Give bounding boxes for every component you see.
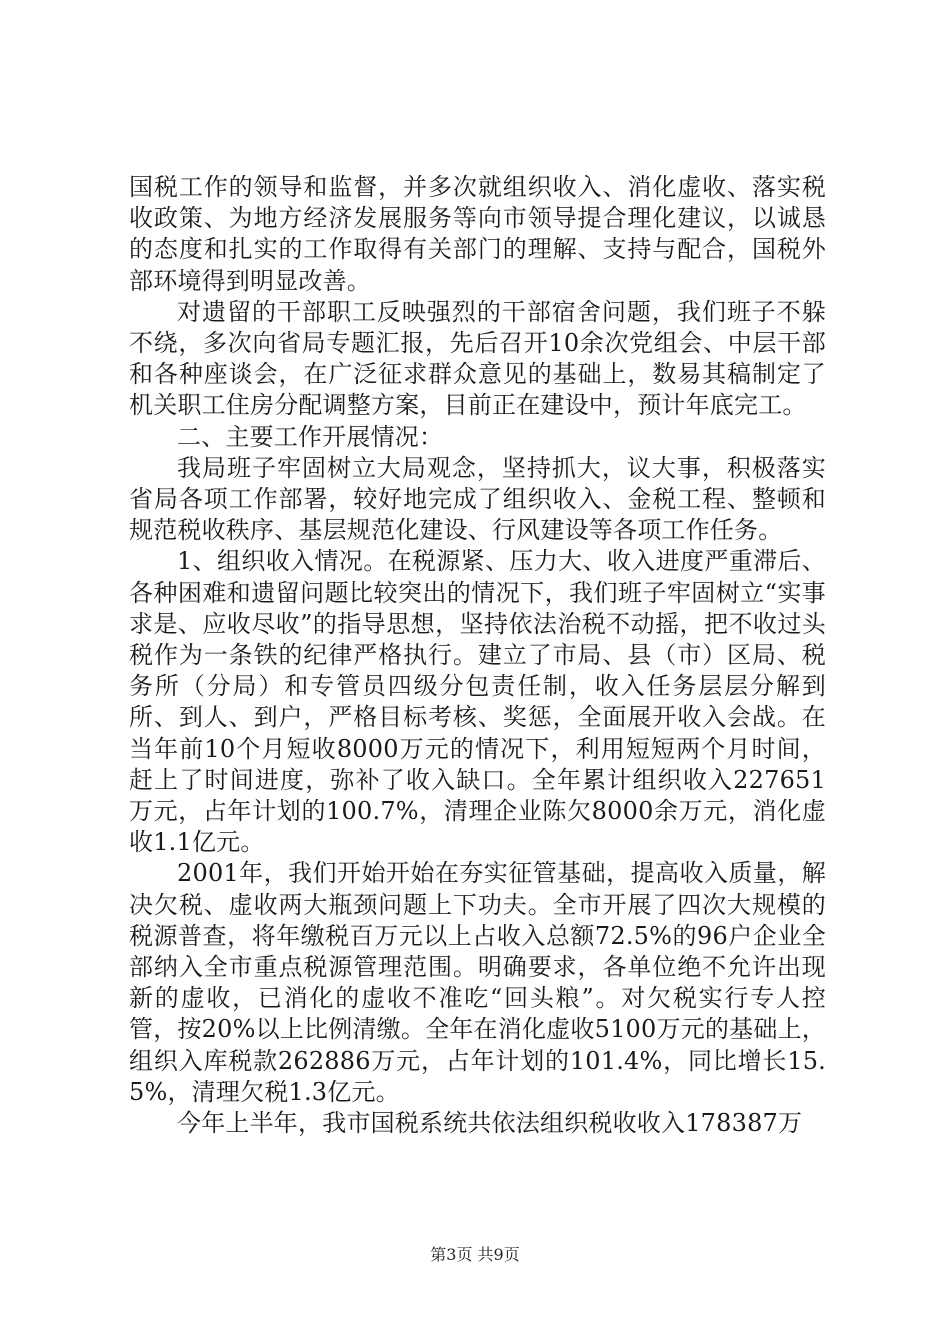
paragraph-revenue: 1、组织收入情况。在税源紧、压力大、收入进度严重滞后、各种困难和遗留问题比较突出的情况下，我们班子牢固树立“实事求是、应收尽收”的指导思想，坚持依法治税不动摇，把不收过头税作为一条铁的纪律严格执行。建立了市局、县（市）区局、税务所（分局）和专管员四级分包责任制，收入任务层层分解到所、到人、到户，严格目标考核、奖惩，全面展开收入会战。在当年前10个月短收8000万元的情况下，利用短短两个月时间，赶上了时间进度，弥补了收入缺口。全年累计组织收入227651万元，占年计划的100.7%，清理企业陈欠8000余万元，消化虚收1.1亿元。 — [129, 547, 826, 857]
page-number-footer: 第3页 共9页 — [430, 1245, 520, 1264]
paragraph-dormitory: 对遗留的干部职工反映强烈的干部宿舍问题，我们班子不躲不绕，多次向省局专题汇报，先后召开10余次党组会、中层干部和各种座谈会，在广泛征求群众意见的基础上，数易其稿制定了机关职工住房分配调整方案，目前正在建设中，预计年底完工。 — [129, 297, 826, 420]
paragraph-2001: 2001年，我们开始开始在夯实征管基础，提高收入质量，解决欠税、虚收两大瓶颈问题上下功夫。全市开展了四次大规模的税源普查，将年缴税百万元以上占收入总额72.5%的96户企业全部纳入全市重点税源管理范围。明确要求，各单位绝不允许出现新的虚收，已消化的虚收不准吃“回头粮”。对欠税实行专人控管，按20%以上比例清缴。全年在消化虚收5100万元的基础上，组织入库税款262886万元，占年计划的101.4%，同比增长15.5%，清理欠税1.3亿元。 — [129, 859, 826, 1106]
section-heading: 二、主要工作开展情况： — [177, 422, 444, 451]
paragraph-continuation: 国税工作的领导和监督，并多次就组织收入、消化虚收、落实税收政策、为地方经济发展服务等向市领导提合理化建议，以诚恳的态度和扎实的工作取得有关部门的理解、支持与配合，国税外部环境得到明显改善。 — [129, 173, 826, 295]
document-body — [129, 172, 826, 1139]
paragraph-overview: 我局班子牢固树立大局观念，坚持抓大，议大事，积极落实省局各项工作部署，较好地完成了组织收入、金税工程、整顿和规范税收秩序、基层规范化建设、行风建设等各项工作任务。 — [129, 453, 826, 545]
paragraph-this-year: 今年上半年，我市国税系统共依法组织税收收入178387万 — [177, 1109, 803, 1138]
